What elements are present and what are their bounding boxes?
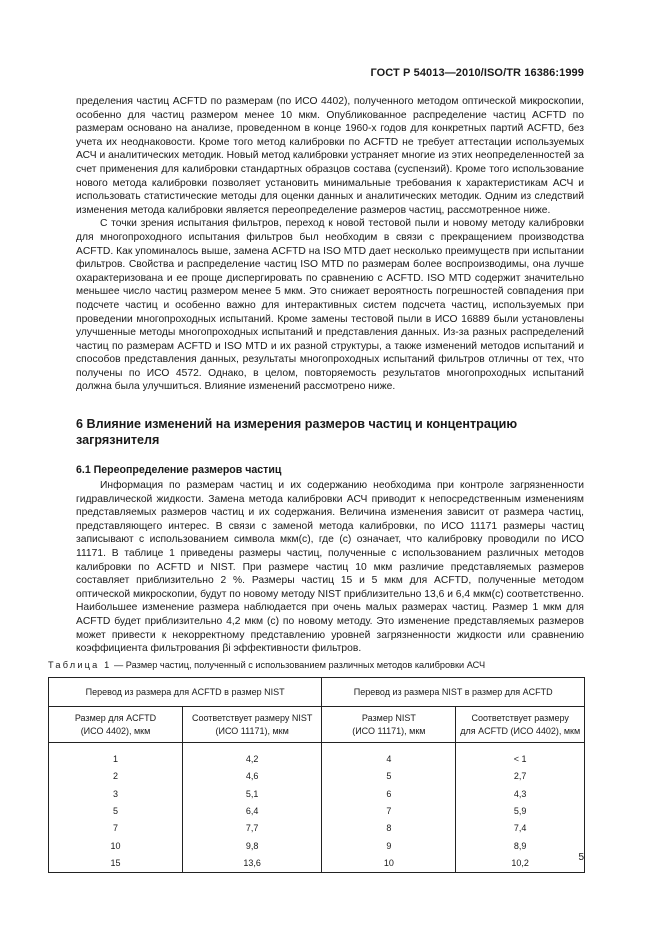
table-cell: 13,6 bbox=[183, 854, 322, 872]
table-column-header: Размер для ACFTD (ИСО 4402), мкм bbox=[49, 707, 183, 743]
table-cell: 5 bbox=[49, 802, 183, 819]
table-cell: 8,9 bbox=[456, 837, 585, 854]
table-cell: 10 bbox=[49, 837, 183, 854]
table-cell: 10 bbox=[322, 854, 456, 872]
table-cell: 1 bbox=[49, 751, 183, 768]
table-cell: 5 bbox=[322, 768, 456, 785]
table-cell: 7 bbox=[322, 802, 456, 819]
table-cell: 5,9 bbox=[456, 802, 585, 819]
table-caption-label: Таблица 1 bbox=[48, 660, 112, 670]
table-row bbox=[49, 854, 585, 872]
intro-text bbox=[76, 95, 584, 394]
paragraph: С точки зрения испытания фильтров, переход к новой тестовой пыли и новому методу калибровки для многопроходного испытания фильтров был необходим в связи с прекращением производства ACFTD. Как упоминалось выше, замена ACFTD на ISO MTD дает несколько преимуществ при испытании фильтров. Свойства и распределение частиц ISO MTD по размерам более воспроизводимы, она лучше охарактеризована и ее проще диспергировать по сравнению с ACFTD. ISO MTD содержит значительно меньшее число частиц размером менее 5 мкм. Это снижает вероятность погрешностей совпадения при подсчете частиц и особенно важно для интерактивных систем подсчета частиц, используемых при проведении многопроходных испытаний. Кроме замены тестовой пыли в ИСО 16889 были установлены улучшенные методы многопроходных испытаний и представления данных. Из-за разных распределений частиц по размерам ACFTD и ISO MTD и их разной структуры, а также изменений методов испытаний и способов представления данных, результаты многопроходных испытаний фильтров отличны от тех, что получены по ИСО 4572. Однако, в целом, повторяемость результатов многопроходных испытаний должна была улучшиться. Влияние изменений рассмотрено ниже. bbox=[76, 218, 584, 393]
table-cell: 7,4 bbox=[456, 820, 585, 837]
table-column-header: Соответствует размеру для ACFTD (ИСО 4402), мкм bbox=[456, 707, 585, 743]
table-cell: 9 bbox=[322, 837, 456, 854]
table-cell: 15 bbox=[49, 854, 183, 872]
table-column-header: Размер NIST (ИСО 11171), мкм bbox=[322, 707, 456, 743]
paragraph: пределения частиц ACFTD по размерам (по ИСО 4402), полученного методом оптической микроскопии, особенно для частиц размером менее 10 мкм. Опубликованное распределение частиц ACFTD по размерам основано на анализе, проведенном в конце 1960-х годов для конкретных партий ACFTD, без учета их неоднаковости. Кроме того метод калибровки по ACFTD не требует аттестации используемых АСЧ и аналитических методик. Новый метод калибровки устраняет многие из этих неопределенностей за счет применения для калибровки стандартных образцов состава (суспензий). Кроме того использование нового метода калибровки позволяет установить минимальные требования к характеристикам АСЧ и использовать статистические методы для оценки данных и аналитических методик. Одним из следствий изменения метода калибровки является переопределение размеров частиц, рассмотренное ниже. bbox=[76, 96, 584, 216]
table-cell: 10,2 bbox=[456, 854, 585, 872]
table-caption bbox=[48, 660, 485, 670]
table-row bbox=[49, 820, 585, 837]
table-row bbox=[49, 802, 585, 819]
table-cell: 2,7 bbox=[456, 768, 585, 785]
table-cell: 9,8 bbox=[183, 837, 322, 854]
section-title: 6 Влияние изменений на измерения размеров частиц и концентрацию загрязнителя bbox=[76, 417, 518, 447]
table-cell: 4,6 bbox=[183, 768, 322, 785]
table-group-header: Перевод из размера для ACFTD в размер NIST bbox=[49, 678, 322, 707]
table-cell: 4,3 bbox=[456, 785, 585, 802]
table-cell: 8 bbox=[322, 820, 456, 837]
subsection-title: 6.1 Переопределение размеров частиц bbox=[76, 464, 282, 476]
table-cell: 4,2 bbox=[183, 751, 322, 768]
table-cell: 3 bbox=[49, 785, 183, 802]
table-cell: 2 bbox=[49, 768, 183, 785]
document-header: ГОСТ Р 54013—2010/ISO/TR 16386:1999 bbox=[370, 67, 584, 79]
table-cell: 6 bbox=[322, 785, 456, 802]
table-cell: 7,7 bbox=[183, 820, 322, 837]
table-cell: 4 bbox=[322, 751, 456, 768]
table-column-header: Соответствует размеру NIST (ИСО 11171), мкм bbox=[183, 707, 322, 743]
table-caption-text: — Размер частиц, полученный с использованием различных методов калибровки АСЧ bbox=[111, 660, 486, 670]
conversion-table bbox=[48, 677, 585, 873]
table-row bbox=[49, 837, 585, 854]
table-cell: 5,1 bbox=[183, 785, 322, 802]
page-number: 5 bbox=[578, 852, 584, 863]
table-cell: < 1 bbox=[456, 751, 585, 768]
table-cell: 7 bbox=[49, 820, 183, 837]
table-row bbox=[49, 785, 585, 802]
table-group-header: Перевод из размера NIST в размер для ACFTD bbox=[322, 678, 585, 707]
table-row bbox=[49, 751, 585, 768]
section-text bbox=[76, 479, 584, 656]
paragraph: Информация по размерам частиц и их содержанию необходима при контроле загрязненности гидравлической жидкости. Замена метода калибровки АСЧ приводит к непосредственным изменениям представляемых размеров частиц и их содержания. Величина изменения зависит от размера частиц, представляющего интерес. В связи с заменой метода калибровки, по ИСО 11171 размеры частиц записывают с использованием символа мкм(с), где (с) означает, что калибровку проводили по ИСО 11171. В таблице 1 приведены размеры частиц, полученные с использованием различных методов калибровки по ACFTD и NIST. При размере частиц 10 мкм различие представляемых размеров составляет приблизительно 2 %. Размеры частиц 15 и 5 мкм для ACFTD, полученные методом оптической микроскопии, будут по новому методу NIST приблизительно 13,6 и 6,4 мкм(с) соответственно. Наибольшее изменение размера наблюдается при очень малых размерах частиц. Размер 1 мкм для ACFTD будет приблизительно 4,2 мкм (с) по новому методу. Это изменение представляемых размеров может привести к некорректному представлению уровней загрязненности жидкости или сравнению коэффициента фильтрования βi эффективности фильтров. bbox=[76, 480, 584, 655]
table-cell: 6,4 bbox=[183, 802, 322, 819]
table-row bbox=[49, 768, 585, 785]
